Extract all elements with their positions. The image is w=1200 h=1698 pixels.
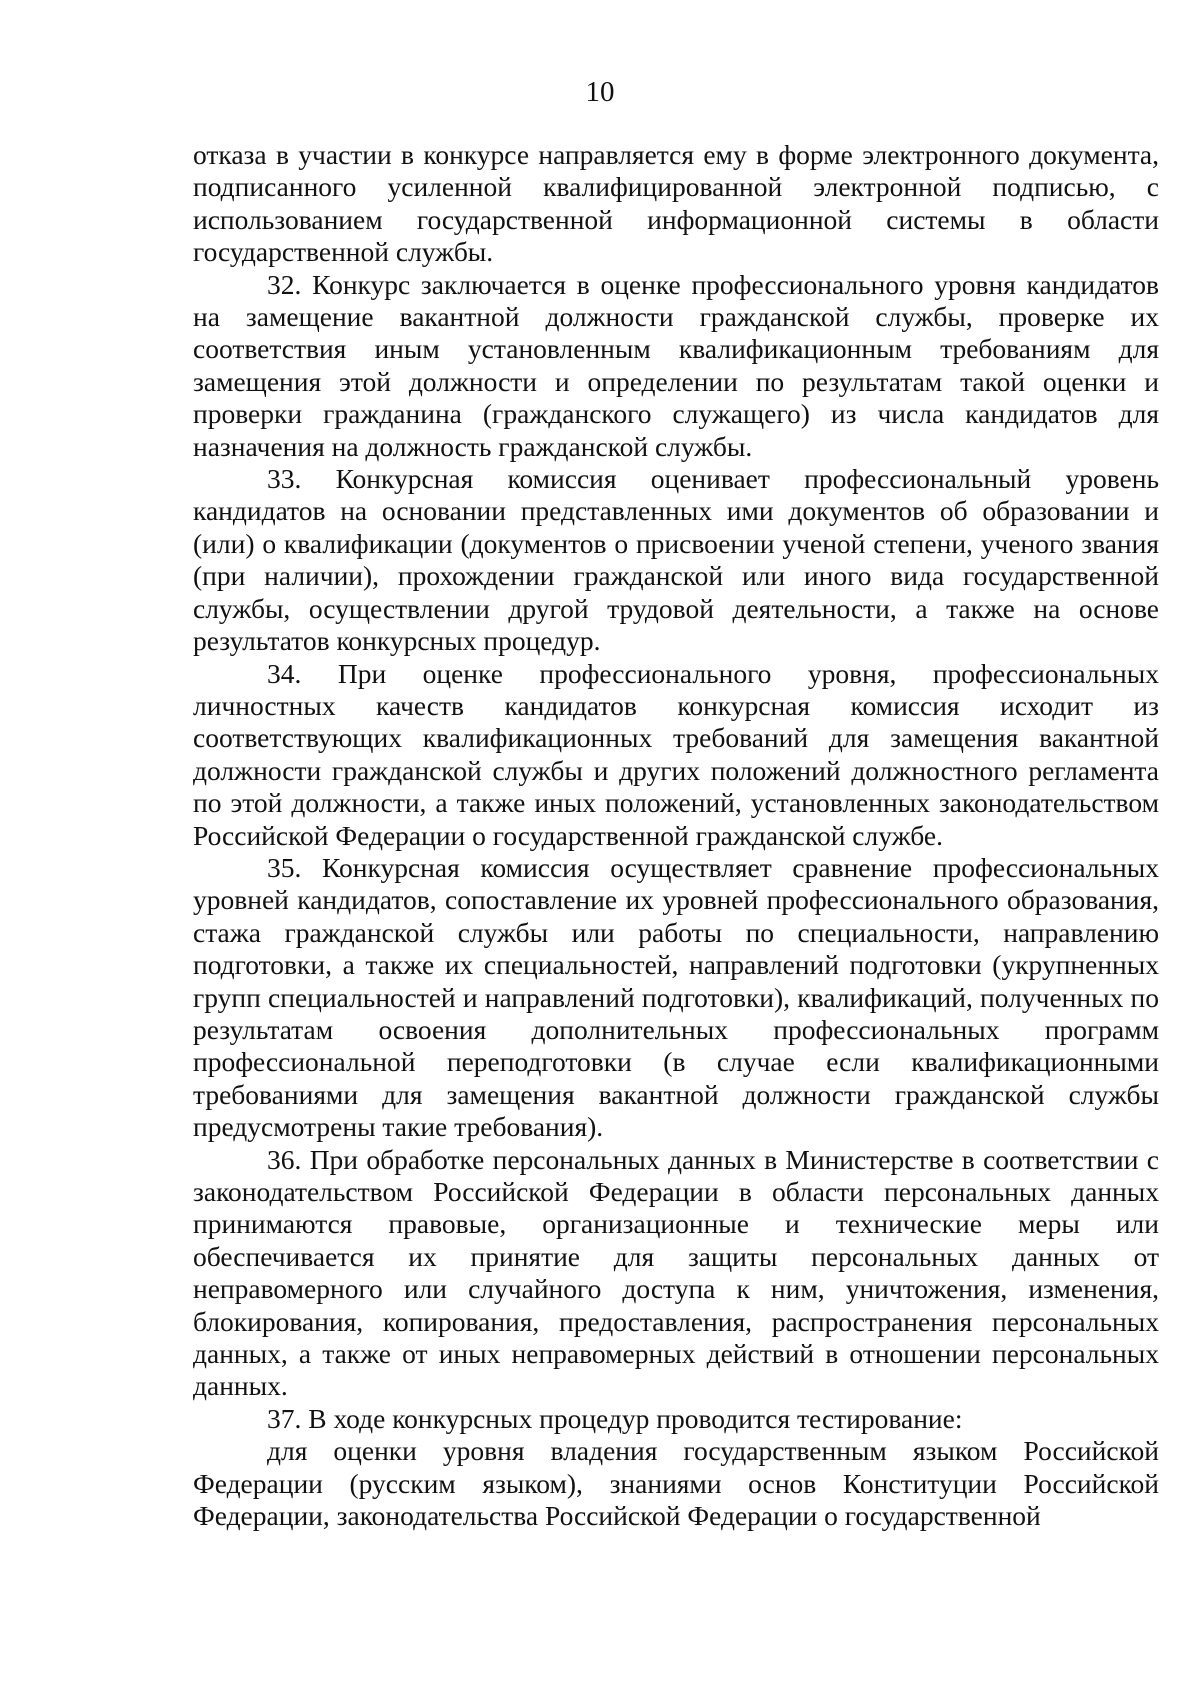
page-number: 10: [585, 76, 615, 108]
paragraph-36: 36. При обработке персональных данных в Министерстве в соответствии с законодательством Российской Федерации в области персональных данных принимаются правовые, организационные и технические меры или обеспечивается их принятие для защиты персональных данных от неправомерного или случайного доступа к ним, уничтожения, изменения, блокирования, копирования, предоставления, распространения персональных данных, а также от иных неправомерных действий в отношении персональных данных.: [193, 1143, 1159, 1402]
document-body: [193, 139, 1159, 1532]
paragraph-35: 35. Конкурсная комиссия осуществляет сравнение профессиональных уровней кандидатов, сопоставление их уровней профессионального образования, стажа гражданской службы или работы по специальности, направлению подготовки, а также их специальностей, направлений подготовки (укрупненных групп специальностей и направлений подготовки), квалификаций, полученных по результатам освоения дополнительных профессиональных программ профессиональной переподготовки (в случае если квалификационными требованиями для замещения вакантной должности гражданской службы предусмотрены такие требования).: [193, 851, 1159, 1143]
paragraph-33: 33. Конкурсная комиссия оценивает профессиональный уровень кандидатов на основании представленных ими документов об образовании и (или) о квалификации (документов о присвоении ученой степени, ученого звания (при наличии), прохождении гражданской или иного вида государственной службы, осуществлении другой трудовой деятельности, а также на основе результатов конкурсных процедур.: [193, 463, 1159, 657]
paragraph-34: 34. При оценке профессионального уровня, профессиональных личностных качеств кандидатов конкурсная комиссия исходит из соответствующих квалификационных требований для замещения вакантной должности гражданской службы и других положений должностного регламента по этой должности, а также иных положений, установленных законодательством Российской Федерации о государственной гражданской службе.: [193, 657, 1159, 851]
paragraph-continuation: отказа в участии в конкурсе направляется ему в форме электронного документа, подписанного усиленной квалифицированной электронной подписью, с использованием государственной информационной системы в области государственной службы.: [193, 139, 1159, 268]
paragraph-37: 37. В ходе конкурсных процедур проводится тестирование:: [267, 1402, 963, 1434]
paragraph-37-testing-item: для оценки уровня владения государственным языком Российской Федерации (русским языком), знаниями основ Конституции Российской Федерации, законодательства Российской Федерации о государственной: [193, 1435, 1159, 1532]
paragraph-32: 32. Конкурс заключается в оценке профессионального уровня кандидатов на замещение вакантной должности гражданской службы, проверке их соответствия иным установленным квалификационным требованиям для замещения этой должности и определении по результатам такой оценки и проверки гражданина (гражданского служащего) из числа кандидатов для назначения на должность гражданской службы.: [193, 268, 1159, 462]
